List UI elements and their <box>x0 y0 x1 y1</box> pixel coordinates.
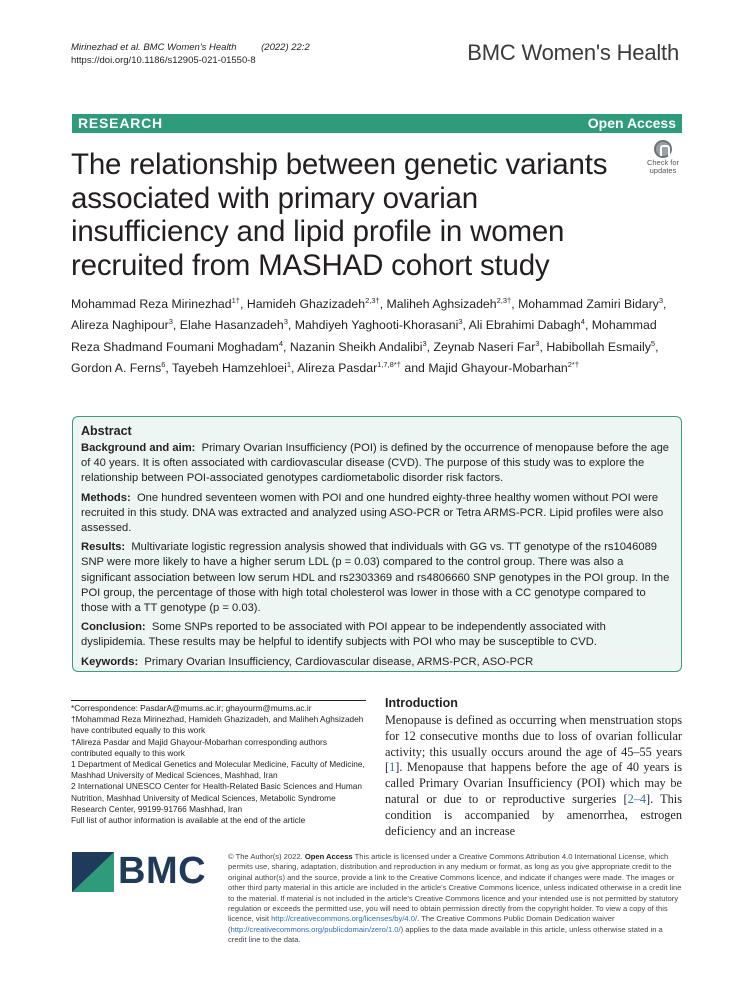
introduction-section <box>385 696 682 839</box>
abstract-methods: Methods: One hundred seventeen women with POI and one hundred eighty-three healthy women without POI were recruited in this study. DNA was extracted and analyzed using ASO-PCR or Tetra ARMS-PCR. Lipid profiles were also assessed. <box>81 491 664 535</box>
bmc-logo <box>72 852 217 892</box>
footnote-more-info: Full list of author information is available at the end of the article <box>71 815 306 826</box>
author-name[interactable]: Mohammad Zamiri Bidary <box>518 297 659 312</box>
author-name[interactable]: Tayebeh Hamzehloei <box>172 361 287 376</box>
abstract-box <box>72 416 682 672</box>
year-volume: (2022) 22:2 <box>261 42 310 53</box>
author-affiliation-sup: 4 <box>278 338 283 348</box>
introduction-heading: Introduction <box>385 696 458 710</box>
author-affiliation-sup: 3 <box>458 317 463 327</box>
footnote-affiliation-1: 1 Department of Medical Genetics and Molecular Medicine, Faculty of Medicine, Mashhad University of Medical Sciences, Mashhad, Iran <box>71 759 365 781</box>
abstract-keywords: Keywords: Primary Ovarian Insufficiency, Cardiovascular disease, ARMS-PCR, ASO-PCR <box>81 655 534 668</box>
abstract-heading: Abstract <box>81 424 132 438</box>
author-name[interactable]: Mohammad Reza Mirinezhad <box>71 297 232 312</box>
bmc-logo-icon <box>72 852 114 892</box>
journal-name: BMC Women's Health <box>467 40 679 65</box>
author-affiliation-sup: 2,3† <box>365 296 380 305</box>
footnote-equal-contribution: †Mohammad Reza Mirinezhad, Hamideh Ghazizadeh, and Maliheh Aghsizadeh have contributed equally to this work <box>71 714 364 736</box>
introduction-paragraph: Menopause is defined as occurring when menstruation stops for 12 consecutive months due to loss of ovarian follicular activity; this usually occurs around the age of 45–55 years [1]. Menopause that happens before the age of 40 years is called Primary Ovarian Insufficiency (POI) which may be natural or due to or reproductive surgeries [2–4]. This condition is accompanied by amenorrhea, estrogen deficiency and an increase <box>385 713 682 838</box>
abstract-background: Background and aim: Primary Ovarian Insufficiency (POI) is defined by the occurrence of menopause before the age of 40 years. It is often associated with cardiovascular disease (CVD). The purpose of this study was to explore the relationship between POI-associated genotypes cardiometabolic disorder risk factors. <box>81 442 670 485</box>
author-name[interactable]: Majid Ghayour-Mobarhan <box>428 361 568 376</box>
author-affiliation-sup: 3 <box>283 317 288 327</box>
footnote-affiliation-2: 2 International UNESCO Center for Health-Related Basic Sciences and Human Nutrition, Mashhad University of Medical Sciences, Metabolic Syndrome Research Center, 99199-91766 Mashhad, Iran <box>71 781 362 814</box>
article-title: The relationship between genetic variants associated with primary ovarian insufficiency and lipid profile in women recruited from MASHAD cohort study <box>71 148 608 282</box>
author-name[interactable]: Alireza Pasdar <box>297 361 378 376</box>
citation: Mirinezhad et al. BMC Women's Health <box>71 42 237 53</box>
author-name[interactable]: Zeynab Naseri Far <box>433 339 536 354</box>
open-access-label: Open Access <box>587 115 676 131</box>
author-name[interactable]: Alireza Naghipour <box>71 318 169 333</box>
author-list: Mohammad Reza Mirinezhad$^{1\dagger}$, Hamideh Ghazizadeh$^{2,3\dagger}$, Maliheh Aghsizadeh$^{2,3\dagger}$, Mohammad Zamiri Bidary$^3$, Alireza Naghipour$^3$, Elahe Hasanzadeh$^3$, Mahdiyeh Yaghooti-Khorasani$^3$, Ali Ebrahimi Dabagh$^4$, Mohammad Reza Shadmand Foumani Moghadam$^4$, Nazanin Sheikh Andalibi$^3$, Zeynab Naseri Far$^3$, Habibollah Esmaily$^5$, Gordon A. Ferns$^6$, Tayebeh Hamzehloei$^1$, Alireza Pasdar$^{1,7,8*\dagger}$ and Majid Ghayour-Mobarhan$^{2*\dagger}$ <box>71 296 667 376</box>
author-affiliation-sup: 6 <box>161 360 166 370</box>
running-header <box>71 41 310 67</box>
author-affiliation-sup: 5 <box>650 338 656 348</box>
section-label: RESEARCH <box>78 115 163 131</box>
author-name[interactable]: Elahe Hasanzadeh <box>179 318 284 333</box>
section-banner <box>72 114 682 133</box>
footnote-corresponding: †Alireza Pasdar and Majid Ghayour-Mobarhan corresponding authors contributed equally to this work <box>71 736 327 758</box>
footnote-correspondence: *Correspondence: PasdarA@mums.ac.ir; ghayourm@mums.ac.ir <box>71 703 312 713</box>
reference-link[interactable]: 2–4 <box>627 791 647 806</box>
author-name[interactable]: Mahdiyeh Yaghooti-Khorasani <box>294 318 459 333</box>
author-affiliation-sup: 3 <box>422 338 427 348</box>
author-affiliation-sup: 3 <box>535 338 540 348</box>
author-affiliation-sup: 4 <box>580 317 585 327</box>
check-for-updates-button[interactable]: Check for updates <box>644 140 682 176</box>
bmc-logo-text: BMC <box>118 850 207 892</box>
footnote-divider <box>71 700 366 701</box>
author-name[interactable]: Hamideh Ghazizadeh <box>246 297 366 312</box>
author-name[interactable]: Habibollah Esmaily <box>546 339 651 354</box>
public-domain-link[interactable]: http://creativecommons.org/publicdomain/zero/1.0/ <box>230 924 401 934</box>
author-affiliation-sup: 1 <box>286 360 292 370</box>
author-name[interactable]: Maliheh Aghsizadeh <box>386 297 497 312</box>
license-text: © The Author(s) 2022. Open Access This article is licensed under a Creative Commons Attribution 4.0 International License, which permits use, sharing, adaptation, distribution and reproduction in any medium or format, as long as you give appropriate credit to the original author(s) and the source, provide a link to the Creative Commons licence, and indicate if changes were made. The images or other third party material in this article are included in the article's Creative Commons licence, unless indicated otherwise in a credit line to the material. If material is not included in the article's Creative Commons licence and your intended use is not permitted by statutory regulation or exceeds the permitted use, you will need to obtain permission directly from the copyright holder. To view a copy of this licence, visit http://creativecommons.org/licenses/by/4.0/. The Creative Commons Public Domain Dedication waiver (http://creativecommons.org/publicdomain/zero/1.0/) applies to the data made available in this article, unless otherwise stated in a credit line to the data. <box>228 852 682 945</box>
author-affiliation-sup: 3 <box>168 317 173 327</box>
author-name[interactable]: Mohammad Reza Shadmand Foumani Moghadam <box>71 318 657 354</box>
doi-link[interactable]: https://doi.org/10.1186/s12905-021-01550-8 <box>71 55 256 66</box>
author-affiliation-sup: 1† <box>231 296 240 305</box>
reference-link[interactable]: 1 <box>389 760 396 775</box>
author-affiliation-sup: 2*† <box>567 360 580 370</box>
abstract-results: Results: Multivariate logistic regression analysis showed that individuals with GG vs. TT genotype of the rs1046089 SNP were more likely to have a higher serum LDL (p = 0.03) compared to the control group. There was also a significant association between low serum HDL and rs2303369 and rs4806660 SNP genotypes in the POI group. In the POI group, the percentage of those with high total cholesterol was lower in those with a CC genotype compared to those with a TT genotype (p = 0.03). <box>81 541 670 615</box>
license-link[interactable]: http://creativecommons.org/licenses/by/4.0/ <box>271 914 418 924</box>
author-affiliation-sup: 1,7,8*† <box>377 360 401 370</box>
abstract-conclusion: Conclusion: Some SNPs reported to be associated with POI appear to be independently associated with dyslipidemia. These results may be helpful to identify subjects with POI who may be susceptible to CVD. <box>81 621 606 649</box>
author-name[interactable]: Nazanin Sheikh Andalibi <box>289 339 423 354</box>
author-name[interactable]: Ali Ebrahimi Dabagh <box>468 318 581 333</box>
footnotes <box>71 700 366 826</box>
author-affiliation-sup: 3 <box>658 296 664 305</box>
check-updates-icon <box>654 140 672 158</box>
author-affiliation-sup: 2,3† <box>496 296 512 305</box>
author-name[interactable]: Gordon A. Ferns <box>71 361 162 376</box>
